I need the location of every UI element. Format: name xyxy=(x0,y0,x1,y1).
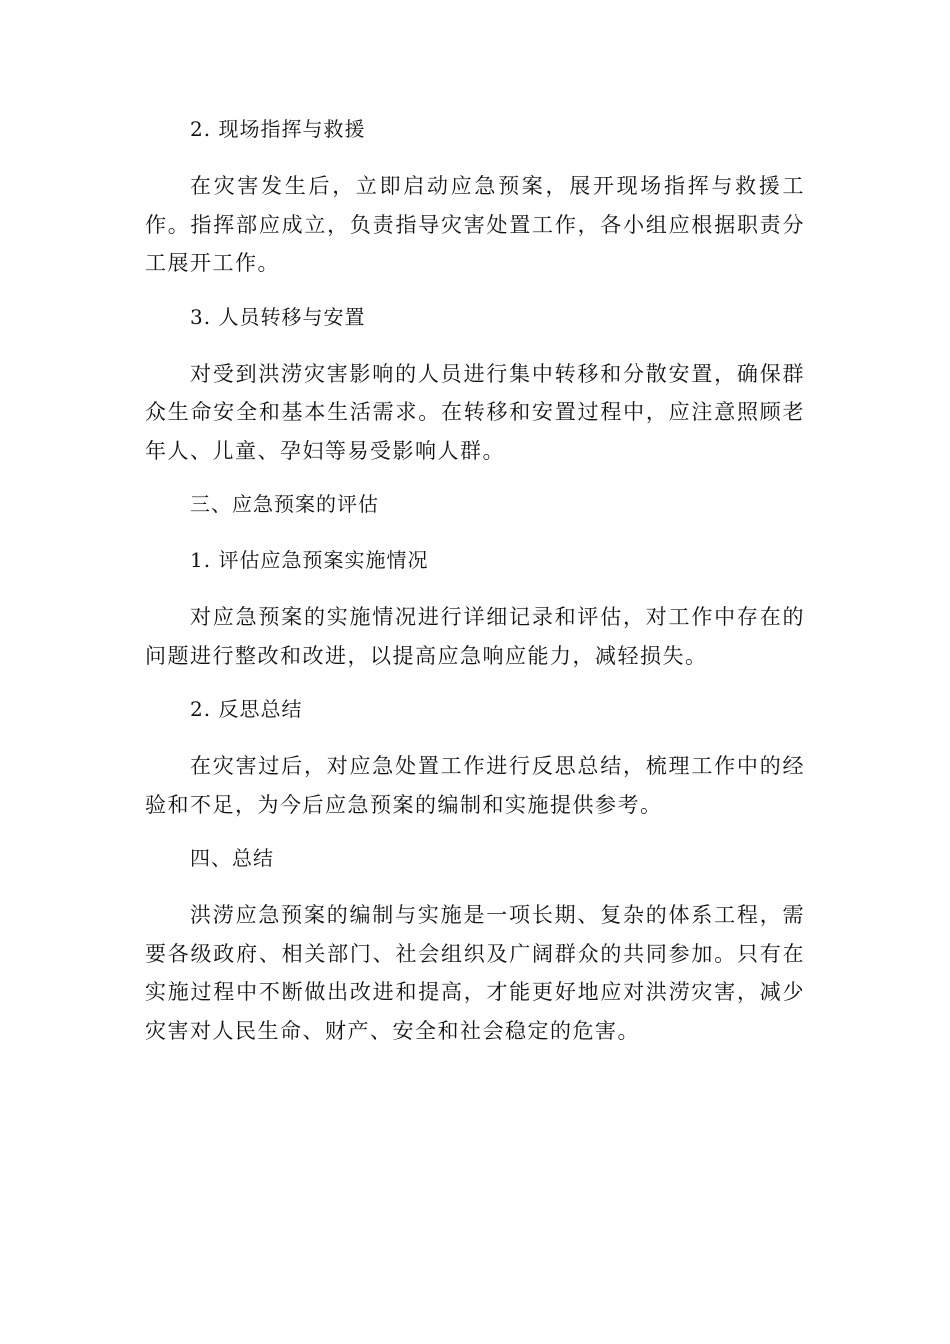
heading-conclusion: 四、总结 xyxy=(190,846,274,870)
heading-evaluate-implementation: 1. 评估应急预案实施情况 xyxy=(190,548,429,572)
document-body xyxy=(145,111,805,1050)
paragraph-personnel-relocation: 对受到洪涝灾害影响的人员进行集中转移和分散安置，确保群众生命安全和基本生活需求。在转移和安置过程中，应注意照顾老年人、儿童、孕妇等易受影响人群。 xyxy=(145,361,805,463)
paragraph-reflection-summary: 在灾害过后，对应急处置工作进行反思总结，梳理工作中的经验和不足，为今后应急预案的编制和实施提供参考。 xyxy=(145,754,805,817)
paragraph-evaluate-implementation: 对应急预案的实施情况进行详细记录和评估，对工作中存在的问题进行整改和改进，以提高应急响应能力，减轻损失。 xyxy=(145,605,805,668)
heading-plan-evaluation: 三、应急预案的评估 xyxy=(190,492,379,516)
heading-scene-command-rescue: 2. 现场指挥与救援 xyxy=(190,117,366,141)
heading-reflection-summary: 2. 反思总结 xyxy=(190,697,303,721)
paragraph-conclusion: 洪涝应急预案的编制与实施是一项长期、复杂的体系工程，需要各级政府、相关部门、社会组织及广阔群众的共同参加。只有在实施过程中不断做出改进和提高，才能更好地应对洪涝灾害，减少灾害对人民生命、财产、安全和社会稳定的危害。 xyxy=(145,903,805,1043)
paragraph-scene-command-rescue: 在灾害发生后，立即启动应急预案，展开现场指挥与救援工作。指挥部应成立，负责指导灾害处置工作，各小组应根据职责分工展开工作。 xyxy=(145,174,805,275)
heading-personnel-relocation: 3. 人员转移与安置 xyxy=(190,304,366,329)
